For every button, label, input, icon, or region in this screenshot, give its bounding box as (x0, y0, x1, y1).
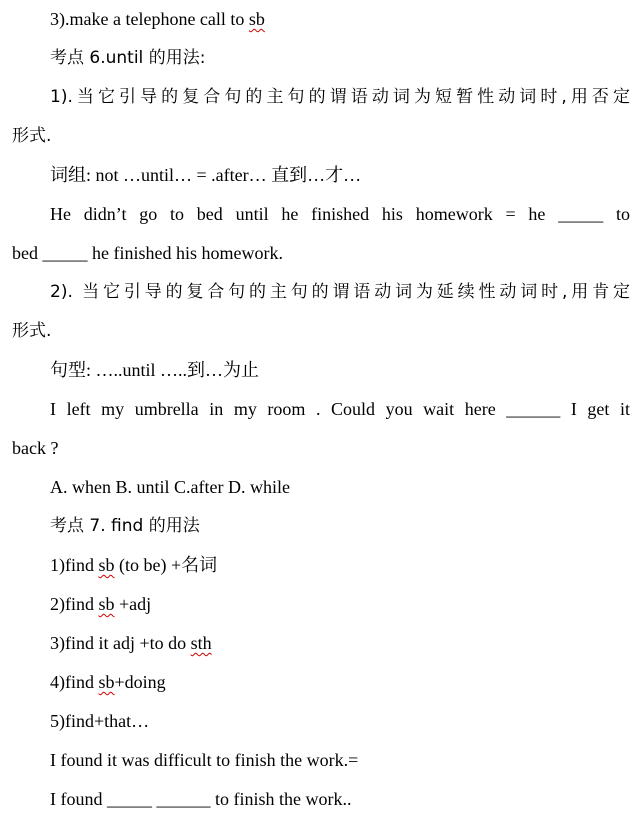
rule-text: 形式. (12, 321, 52, 341)
item-text: 2)find (50, 594, 99, 614)
pattern-text: 句型: …..until …..到…为止 (50, 360, 260, 380)
rule-1-continuation (12, 117, 630, 156)
pattern-line (50, 351, 630, 390)
item-text: 4)find (50, 672, 99, 692)
example-umbrella-line (50, 390, 630, 429)
item-text: 3)find it adj +to do (50, 633, 191, 653)
example-found-blank-line (50, 780, 630, 819)
rule-text: 形式. (12, 126, 52, 146)
find-item-3 (50, 624, 630, 663)
example-text: I found _____ ______ to finish the work.. (50, 789, 352, 809)
item-text: +doing (114, 672, 166, 692)
item-text: (to be) +名词 (114, 555, 218, 575)
heading-until-usage (50, 39, 630, 78)
rule-text: 2). 当它引导的复合句的主句的谓语动词为延续性动词时,用肯定 (50, 282, 630, 302)
example-text: He didn’t go to bed until he finished his homework = he _____ to (50, 204, 630, 224)
item-text: +adj (114, 594, 152, 614)
heading-text: 考点 6.until 的用法: (50, 48, 206, 68)
spellcheck-word: sb (98, 555, 115, 575)
find-item-4 (50, 663, 630, 702)
example-found-line (50, 741, 630, 780)
line-text: 3).make a telephone call to (50, 9, 249, 29)
heading-text: 考点 7. find 的用法 (50, 516, 200, 536)
rule-1-line (50, 78, 630, 117)
find-item-1 (50, 546, 630, 585)
example-bed-line (50, 195, 630, 234)
find-item-2 (50, 585, 630, 624)
example-text: I left my umbrella in my room . Could you wait here ______ I get it (50, 399, 630, 419)
phrase-line (50, 156, 630, 195)
example-umbrella-continuation (12, 429, 630, 468)
find-item-5 (50, 702, 630, 741)
item-text: 5)find+that… (50, 711, 150, 731)
options-text: A. when B. until C.after D. while (50, 477, 290, 497)
example-text: back ? (12, 438, 59, 458)
spellcheck-word: sth (190, 633, 212, 653)
heading-find-usage (50, 507, 630, 546)
answer-options (50, 468, 630, 507)
spellcheck-word: sb (98, 672, 115, 692)
spellcheck-word: sb (248, 9, 265, 29)
rule-2-continuation (12, 312, 630, 351)
phrase-text: 词组: not …until… = .after… 直到…才… (50, 165, 362, 185)
spellcheck-word: sb (98, 594, 115, 614)
example-text: I found it was difficult to finish the work.= (50, 750, 359, 770)
example-text: bed _____ he finished his homework. (12, 243, 283, 263)
example-bed-continuation (12, 234, 630, 273)
rule-2-line (50, 273, 630, 312)
rule-text: 1).当它引导的复合句的主句的谓语动词为短暂性动词时,用否定 (50, 87, 630, 107)
item-text: 1)find (50, 555, 99, 575)
line-telephone-call (50, 0, 630, 39)
